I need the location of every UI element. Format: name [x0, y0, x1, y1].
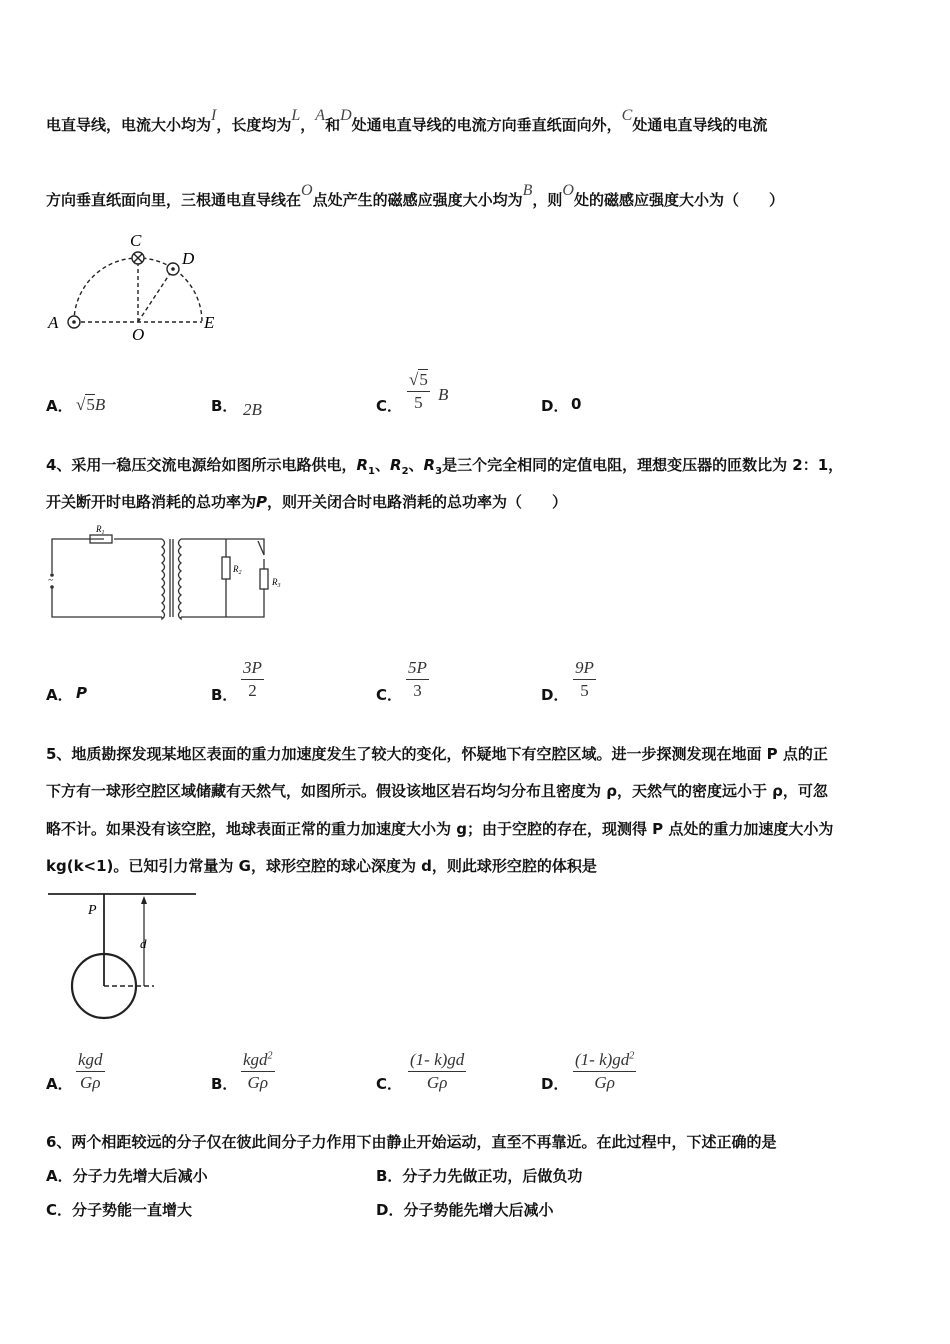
label-E: E [204, 313, 215, 332]
q4-option-B-fraction: 3P 2 [243, 658, 262, 700]
q3-stem-line-1: 电直导线，电流大小均为I，长度均为L，A和D处通电直导线的电流方向垂直纸面向外，C处通电直导线的电流 [46, 107, 768, 134]
q6-option-B: B．分子力先做正功，后做负功 [376, 1167, 583, 1185]
q5-option-C-label: C． [376, 1075, 403, 1093]
q4-stem-line-2: 开关断开时电路消耗的总功率为P，则开关闭合时电路消耗的总功率为（ ） [46, 493, 568, 511]
arrowhead-up [141, 896, 147, 904]
label-d: d [140, 936, 147, 951]
q5-option-A-fraction: kgd Gρ [78, 1050, 103, 1092]
label-C: C [130, 231, 142, 250]
q4-option-D-label: D． [541, 686, 569, 704]
var-L: L [291, 107, 301, 124]
q5-option-B-label: B． [211, 1075, 238, 1093]
var-C: C [621, 107, 633, 124]
q5-option-C-fraction: (1- k)gd Gρ [410, 1050, 465, 1092]
q6-stem: 6、两个相距较远的分子仅在彼此间分子力作用下由静止开始运动，直至不再靠近。在此过程中，下述正确的是 [46, 1133, 777, 1151]
q4-option-B-label: B． [211, 686, 238, 704]
label-R2: $R_2$ [233, 564, 242, 576]
q5-option-B-fraction: kgd$^2$ Gρ [243, 1050, 273, 1092]
var-I: I [211, 107, 217, 124]
source-symbol: ~ [48, 575, 53, 585]
q3-figure [40, 230, 230, 350]
source-terminal-bottom [50, 585, 54, 589]
q3-stem-line-2: 方向垂直纸面向里，三根通电直导线在O点处产生的磁感应强度大小均为B，则O处的磁感应强度大小为（ ） [46, 182, 784, 209]
label-P: P [88, 903, 97, 918]
q3-option-A-label: A． [46, 397, 73, 415]
q5-option-A-label: A． [46, 1075, 73, 1093]
q3-option-D-label: D． [541, 397, 569, 415]
q6-option-D: D．分子势能先增大后减小 [376, 1201, 554, 1219]
q4-option-A-value: P [76, 684, 87, 702]
resistor-R3 [260, 569, 268, 589]
q5-option-D-label: D． [541, 1075, 569, 1093]
label-A: A [48, 313, 59, 332]
q5-stem-line-4: kg(k<1)。已知引力常量为 G，球形空腔的球心深度为 d，则此球形空腔的体积是 [46, 857, 597, 875]
q3-option-B-label: B． [211, 397, 238, 415]
label-O: O [132, 325, 145, 344]
q4-stem-line-1: 4、采用一稳压交流电源给如图所示电路供电，$R_1$、$R_2$、$R_3$是三个完全相同的定值电阻，理想变压器的匝数比为 2：1， [46, 456, 844, 477]
var-B: B [522, 182, 533, 199]
q6-option-C: C．分子势能一直增大 [46, 1201, 193, 1219]
q5-option-D-fraction: (1- $k)gd^2$ Gρ [575, 1050, 635, 1092]
wire-C-into-page [132, 252, 144, 264]
q5-stem-line-2: 下方有一球形空腔区域储藏有天然气，如图所示。假设该地区岩石均匀分布且密度为 ρ，天然气的密度远小于 ρ，可忽 [46, 782, 828, 800]
primary-coil [162, 539, 165, 619]
wire-A-out-of-page [68, 316, 80, 328]
q5-figure [44, 888, 204, 1028]
q4-circuit-figure [44, 525, 294, 625]
resistor-R2 [222, 557, 230, 579]
label-R3: $R_3$ [272, 577, 281, 589]
q3-option-B-value: 2B [243, 400, 262, 419]
q3-option-C-fraction: √5 5 [409, 370, 428, 412]
q4-option-D-fraction: 9P 5 [575, 658, 594, 700]
var-O-2: O [562, 182, 574, 199]
var-D: D [340, 107, 352, 124]
q3-option-A-value: √5B [76, 395, 106, 414]
q6-option-A: A．分子力先增大后减小 [46, 1167, 208, 1185]
label-D: D [182, 249, 195, 268]
wire-D-out-of-page [167, 263, 179, 275]
q5-stem-line-3: 略不计。如果没有该空腔，地球表面正常的重力加速度大小为 g；由于空腔的存在，现测得 P 点处的重力加速度大小为 [46, 820, 834, 838]
q4-option-A-label: A． [46, 686, 73, 704]
line-OD [138, 269, 173, 322]
q3-option-C-var: B [438, 385, 449, 404]
q4-option-C-fraction: 5P 3 [408, 658, 427, 700]
var-A: A [315, 107, 326, 124]
q3-option-D-value: 0 [571, 395, 582, 413]
q4-option-C-label: C． [376, 686, 403, 704]
var-O: O [301, 182, 313, 199]
label-R1: $R_1$ [96, 524, 105, 536]
q5-stem-line-1: 5、地质勘探发现某地区表面的重力加速度发生了较大的变化，怀疑地下有空腔区域。进一步探测发现在地面 P 点的正 [46, 745, 828, 763]
switch [258, 541, 264, 555]
q3-option-C-label: C． [376, 397, 403, 415]
secondary-coil [179, 539, 182, 619]
